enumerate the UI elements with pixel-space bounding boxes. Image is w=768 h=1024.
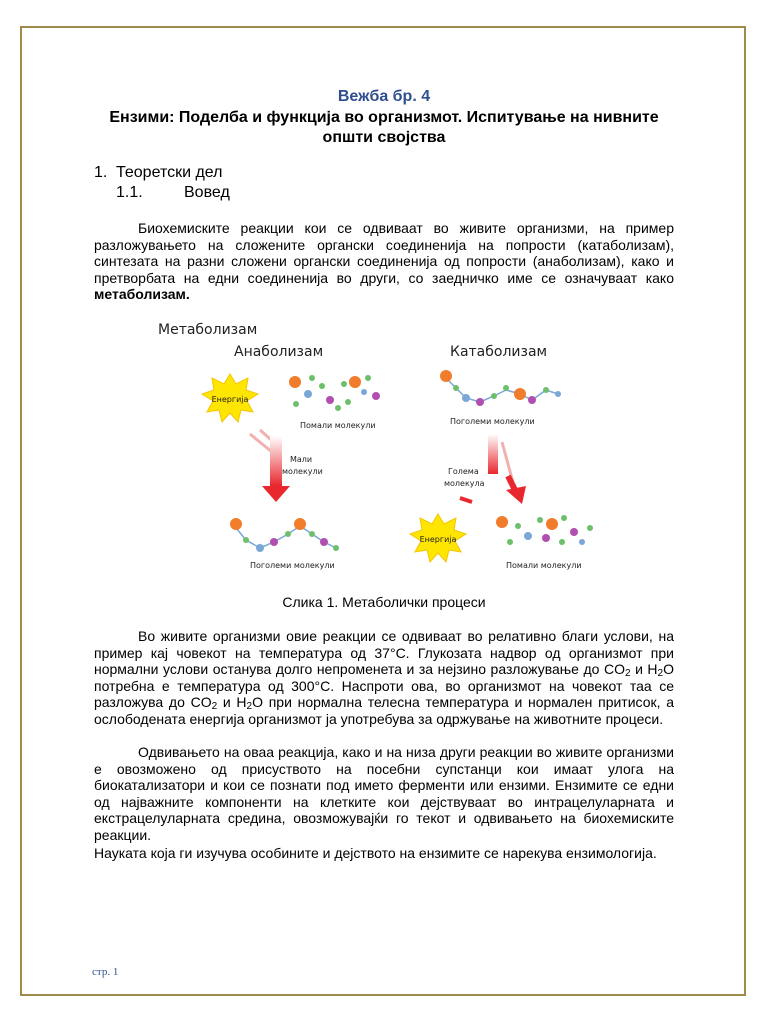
large-molecule-chain-top-icon bbox=[440, 370, 561, 406]
small-molecules-label-bottom: Помали молекули bbox=[506, 561, 582, 570]
subsection-label: Вовед bbox=[184, 184, 230, 201]
paragraph-2-part-a: Во живите организми овие реакции се одвиваат во релативно благи услови, на пример кај човекот на температура од 37°С. Глукозата надвор од организмот при нормални услови останува долго непроменета и за нејзино разложување до CO bbox=[94, 628, 674, 677]
paragraph-3-text: Одвивањето на оваа реакција, како и на низа други реакции во живите организми е овозможено од присуството на посебни супстанци кои имаат улога на биокатализатори и кои се познати под името ферменти или ензими. Ензимите се едни од најважните компоненти на клетките кои дејствуваат во интрацелуларната и екстрацелуларната средина, овозможувајќи го текот и одвивањето на биохемиските реакции. bbox=[94, 744, 674, 843]
energy-burst-icon bbox=[202, 374, 258, 422]
small-molecules-icon bbox=[289, 375, 380, 411]
small-molecules-icon-2 bbox=[496, 515, 593, 545]
anabolism-label: Анаболизам bbox=[234, 344, 324, 360]
energy-burst-icon-2 bbox=[410, 514, 466, 562]
exercise-title: Вежба бр. 4 bbox=[337, 88, 431, 105]
paragraph-2-part-c: O потребна е температура од 300°С. Наспроти ова, во организмот на човекот таа се разложува до CO bbox=[94, 661, 674, 710]
paragraph-3 bbox=[94, 744, 674, 843]
paragraph-2 bbox=[94, 628, 674, 727]
subscript: 2 bbox=[211, 701, 218, 712]
section-label: Теоретски дел bbox=[116, 164, 223, 181]
subsection-number: 1.1. bbox=[116, 184, 143, 201]
page-number: стр. 1 bbox=[92, 966, 119, 978]
exercise-subtitle: Ензими: Поделба и функција во организмот. Испитување на нивните општи својства bbox=[109, 109, 659, 146]
small-molecules-label-top: Помали молекули bbox=[300, 421, 376, 430]
anabolism-arrow-icon bbox=[250, 430, 290, 502]
larger-molecules-label-bottom: Поголеми молекули bbox=[250, 561, 335, 570]
paragraph-intro bbox=[94, 220, 674, 303]
paragraph-2-part-b: и H bbox=[630, 661, 658, 677]
figure-title: Метаболизам bbox=[158, 322, 258, 338]
section-number: 1. bbox=[94, 164, 108, 181]
paragraph-2-part-e: O при нормална телесна температура и нормален притисок, а ослободената енергија организмот ја употребува за одржување на животните процеси. bbox=[94, 694, 674, 727]
paragraph-intro-text: Биохемиските реакции кои се одвиваат во живите организми, на пример разложувањето на сложените органски соединенија на попрости (катаболизам), синтезата на разни сложени органски соединенија од попрости (анаболизам), како и претворбата на едни соединенија во други, со заедничко име се означуваат како bbox=[94, 220, 674, 286]
paragraph-intro-bold: метаболизам. bbox=[94, 286, 190, 302]
energy-label: Енергија bbox=[211, 395, 249, 404]
subscript: 2 bbox=[657, 668, 664, 679]
catabolism-label: Катаболизам bbox=[450, 344, 548, 360]
section-heading bbox=[94, 164, 223, 182]
large-label-line1: Голема bbox=[448, 467, 479, 476]
metabolism-figure bbox=[150, 316, 610, 586]
subscript: 2 bbox=[246, 701, 253, 712]
paragraph-2-part-d: и H bbox=[217, 694, 247, 710]
large-label-line2: молекула bbox=[444, 479, 485, 488]
figure-caption: Слика 1. Метаболички процеси bbox=[282, 594, 486, 610]
small-label-line1: Мали bbox=[290, 455, 313, 464]
larger-molecules-label-top: Поголеми молекули bbox=[450, 417, 535, 426]
subsection-heading bbox=[116, 184, 230, 202]
energy-label-2: Енергија bbox=[419, 535, 457, 544]
subscript: 2 bbox=[624, 668, 631, 679]
large-molecule-chain-icon bbox=[230, 518, 339, 552]
paragraph-4: Науката која ги изучува особините и дејството на ензимите се нарекува ензимологија. bbox=[94, 845, 657, 861]
small-label-line2: молекули bbox=[282, 467, 323, 476]
